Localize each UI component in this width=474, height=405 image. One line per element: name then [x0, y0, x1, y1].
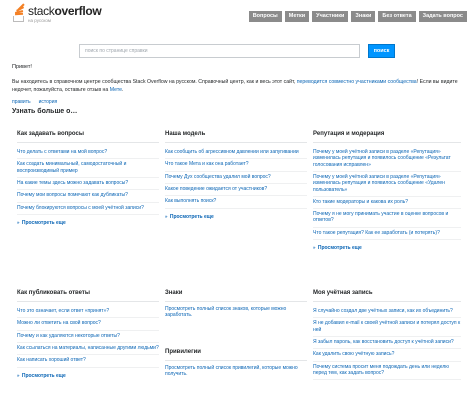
- intro-section: [12, 64, 467, 106]
- help-link[interactable]: Я случайно создал две учётных записи, как их объединить?: [313, 306, 461, 318]
- help-link[interactable]: Почему и как удаляются некоторые ответы?: [17, 331, 159, 343]
- section-title: Как публиковать ответы: [17, 289, 159, 302]
- section-answering: [17, 289, 159, 379]
- section-title: Репутация и модерация: [313, 130, 461, 143]
- help-link[interactable]: Почему у моей учётной записи в разделе «Репутация» изменилась репутация и появилось сообщение «Результат голосования исправлен»: [313, 147, 461, 172]
- section-title: Моя учётная запись: [313, 289, 461, 302]
- privileges-list-link[interactable]: Просмотреть полный список привилегий, которые можно получить.: [165, 365, 298, 378]
- view-more-link[interactable]: » Просмотреть еще: [313, 245, 362, 252]
- nav-ask-question[interactable]: Задать вопрос: [419, 11, 467, 22]
- intro-text: Вы находитесь в справочном центре сообщества Stack Overflow на русском. Справочный центр, как и весь этот сайт, переводится совместно участниками сообщества! Если вы видите недочет, пожалуйста, оставьте отзыв на Мете.: [12, 79, 458, 93]
- chevron-right-icon: »: [313, 245, 316, 251]
- site-logo[interactable]: [12, 5, 101, 25]
- collab-translation-link[interactable]: переводится совместно участниками сообщества: [296, 79, 417, 86]
- help-link[interactable]: Как ссылаться на материалы, написанные другими людьми?: [17, 343, 159, 355]
- search-input[interactable]: [79, 44, 360, 58]
- edit-link[interactable]: править: [12, 99, 31, 106]
- logo-wordmark: stackoverflow: [28, 4, 102, 18]
- help-search: [79, 44, 395, 58]
- logo-subtitle: на русском: [28, 18, 52, 23]
- help-link[interactable]: Как написать хороший ответ?: [17, 355, 159, 367]
- view-more-link[interactable]: » Просмотреть еще: [17, 372, 66, 379]
- help-link[interactable]: Что такое репутация? Как ее заработать (и потерять)?: [313, 228, 461, 240]
- help-link[interactable]: Можно ли ответить на свой вопрос?: [17, 318, 159, 330]
- nav-users[interactable]: Участники: [312, 11, 348, 22]
- search-button[interactable]: поиск: [368, 44, 395, 58]
- help-link[interactable]: Почему я не могу принимать участие в оценке вопросов и ответов?: [313, 209, 461, 228]
- section-our-model: [165, 130, 307, 220]
- greeting: Привет!: [12, 64, 32, 70]
- history-link[interactable]: история: [38, 99, 58, 106]
- help-link[interactable]: Как создать минимальный, самодостаточный и воспроизводимый пример: [17, 159, 159, 178]
- help-link[interactable]: Почему мои вопросы помечают как дубликаты?: [17, 190, 159, 202]
- learn-more-heading: Узнать больше о…: [12, 108, 78, 115]
- nav-unanswered[interactable]: Без ответа: [378, 11, 415, 22]
- help-link[interactable]: Почему система просит меня подождать день или неделю перед тем, как задать вопрос?: [313, 362, 461, 381]
- section-title: Как задавать вопросы: [17, 130, 159, 143]
- view-more-link[interactable]: » Просмотреть еще: [17, 219, 66, 226]
- help-link[interactable]: Я забыл пароль, как восстановить доступ к учётной записи?: [313, 337, 461, 349]
- section-title: Знаки: [165, 289, 307, 302]
- badges-list-link[interactable]: Просмотреть полный список знаков, которые можно заработать.: [165, 306, 287, 319]
- help-link[interactable]: Почему Дух сообщества удалил мой вопрос?: [165, 172, 307, 184]
- section-title: Наша модель: [165, 130, 307, 143]
- help-link[interactable]: Как удалить свою учётную запись?: [313, 349, 461, 361]
- main-nav: [249, 11, 467, 22]
- section-account: [313, 289, 461, 380]
- help-link[interactable]: Я не добавил e-mail к своей учётной записи и потерял доступ к ней: [313, 318, 461, 337]
- meta-link[interactable]: Мете: [109, 86, 123, 93]
- stack-logo-icon: [12, 5, 26, 23]
- nav-questions[interactable]: Вопросы: [249, 11, 282, 22]
- edit-links: [12, 99, 467, 106]
- nav-badges[interactable]: Знаки: [351, 11, 375, 22]
- help-link[interactable]: Что делать с ответами на мой вопрос?: [17, 147, 159, 159]
- section-privileges: [165, 348, 307, 378]
- help-link[interactable]: На какие темы здесь можно задавать вопросы?: [17, 178, 159, 190]
- chevron-right-icon: »: [17, 372, 20, 378]
- help-link[interactable]: Что такое Мета и как она работает?: [165, 159, 307, 171]
- help-link[interactable]: Почему у моей учётной записи в разделе «Репутация» изменилась репутация и появилось сообщение «Удален пользователь»: [313, 172, 461, 197]
- help-link[interactable]: Как сообщить об агрессивном давлении или запугивании: [165, 147, 307, 159]
- section-asking: [17, 130, 159, 227]
- view-more-link[interactable]: » Просмотреть еще: [165, 213, 214, 220]
- help-link[interactable]: Кто такие модераторы и какова их роль?: [313, 197, 461, 209]
- section-title: Привилегии: [165, 348, 307, 361]
- section-badges: [165, 289, 307, 319]
- section-reputation: [313, 130, 461, 252]
- top-bar: [0, 0, 474, 26]
- chevron-right-icon: »: [165, 213, 168, 219]
- help-link[interactable]: Какое поведение ожидается от участников?: [165, 184, 307, 196]
- help-link[interactable]: Что это означает, если ответ «принят»?: [17, 306, 159, 318]
- nav-tags[interactable]: Метки: [285, 11, 309, 22]
- help-link[interactable]: Как выполнять поиск?: [165, 196, 307, 208]
- chevron-right-icon: »: [17, 219, 20, 225]
- help-link[interactable]: Почему блокируются вопросы с моей учётной записи?: [17, 203, 159, 215]
